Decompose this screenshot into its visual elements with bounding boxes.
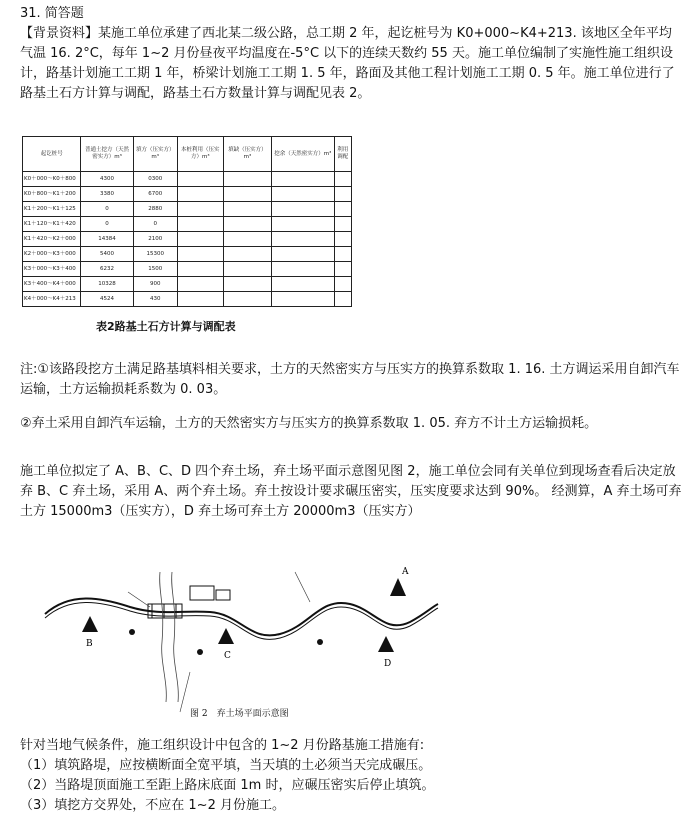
fill-cell: 0300	[133, 172, 177, 187]
site-label-b: B	[86, 639, 93, 649]
fill-cell: 2100	[133, 232, 177, 247]
table-header: 起讫桩号	[23, 137, 81, 172]
table-row	[23, 277, 352, 292]
cut-cell: 10328	[81, 277, 133, 292]
cut-cell: 14384	[81, 232, 133, 247]
station-cell: K3＋400～K4＋000	[23, 277, 81, 292]
measures-block	[20, 736, 684, 816]
earthwork-table	[22, 136, 352, 307]
table-header: 填方（压实方）m³	[133, 137, 177, 172]
table-row	[23, 202, 352, 217]
section-title: 31. 简答题	[20, 6, 84, 21]
table-row	[23, 232, 352, 247]
question-intro: 针对当地气候条件，施工组织设计中包含的 1~2 月份路基施工措施有:	[20, 738, 425, 753]
fill-cell: 2880	[133, 202, 177, 217]
table-header: 利用调配	[334, 137, 351, 172]
station-cell: K0＋000～K0＋800	[23, 172, 81, 187]
table-row	[23, 187, 352, 202]
cut-cell: 4524	[81, 292, 133, 307]
figure-caption: 图 2 弃土场平面示意图	[190, 709, 289, 719]
fill-cell: 1500	[133, 262, 177, 277]
spoil-site-a	[390, 567, 409, 596]
background-paragraph: 【背景资料】某施工单位承建了西北某二级公路，总工期 2 年，起讫桩号为 K0+000~K4+213. 该地区全年平均气温 16. 2°C，每年 1~2 月份昼夜平均温度在-5°C 以下的连续天数约 55 天。施工单位编制了实施性施工组织设计，路基计划施工工期 1 年，桥梁计划施工工期 1. 5 年，路面及其他工程计划施工工期 0. 5 年。施工单位进行了路基土石方计算与调配，路基土石方数量计算与调配见表 2。	[20, 26, 675, 101]
station-cell: K2＋000～K3＋000	[23, 247, 81, 262]
cut-cell: 0	[81, 217, 133, 232]
cut-cell: 0	[81, 202, 133, 217]
table-row	[23, 292, 352, 307]
fill-cell: 430	[133, 292, 177, 307]
table-header: 填缺（压实方）m³	[223, 137, 271, 172]
site-label-c: C	[224, 651, 231, 661]
table-header: 本桩利用（压实方）m³	[177, 137, 223, 172]
spoil-site-b	[82, 616, 98, 649]
measure-item: （2）当路堤顶面施工至距上路床底面 1m 时，应碾压密实后停止填筑。	[20, 778, 435, 793]
table-row	[23, 217, 352, 232]
note-1: 注:①该路段挖方土满足路基填料相关要求，土方的天然密实方与压实方的换算系数取 1. 16. 土方调运采用自卸汽车运输，土方运输损耗系数为 0. 03。	[20, 362, 680, 397]
building-icon	[190, 586, 214, 600]
station-cell: K1＋420～K2＋000	[23, 232, 81, 247]
station-cell: K1＋200～K1＋125	[23, 202, 81, 217]
fill-cell: 15300	[133, 247, 177, 262]
measure-item: （3）填挖方交界处，不应在 1~2 月份施工。	[20, 798, 285, 813]
table-row	[23, 262, 352, 277]
spoil-site-diagram	[40, 552, 440, 722]
table-header: 挖余（天然密实方）m³	[272, 137, 335, 172]
station-cell: K1＋120～K1＋420	[23, 217, 81, 232]
cut-cell: 4300	[81, 172, 133, 187]
table-header: 普通土挖方（天然密实方）m³	[81, 137, 133, 172]
table-row	[23, 247, 352, 262]
measure-item: （1）填筑路堤，应按横断面全宽平填，当天填的土必须当天完成碾压。	[20, 758, 432, 773]
cut-cell: 3380	[81, 187, 133, 202]
site-label-a: A	[402, 567, 409, 577]
spoil-site-c	[218, 628, 234, 661]
table-caption: 表2路基土石方计算与调配表	[96, 320, 236, 333]
station-cell: K3＋000～K3＋400	[23, 262, 81, 277]
fill-cell: 0	[133, 217, 177, 232]
station-cell: K0＋800～K1＋200	[23, 187, 81, 202]
spoil-site-paragraph: 施工单位拟定了 A、B、C、D 四个弃土场，弃土场平面示意图见图 2，施工单位会同有关单位到现场查看后决定放弃 B、C 弃土场，采用 A、两个弃土场。弃土按设计要求碾压密实，压实度要求达到 90%。 经测算，A 弃土场可弃土方 15000m3（压实方），D 弃土场可弃土方 20000m3（压实方）	[20, 464, 682, 519]
spoil-site-d	[378, 636, 394, 669]
fill-cell: 900	[133, 277, 177, 292]
cut-cell: 5400	[81, 247, 133, 262]
station-cell: K4＋000～K4＋213	[23, 292, 81, 307]
table-row	[23, 172, 352, 187]
note-2: ②弃土采用自卸汽车运输，土方的天然密实方与压实方的换算系数取 1. 05. 弃方不计土方运输损耗。	[20, 416, 598, 431]
fill-cell: 6700	[133, 187, 177, 202]
site-label-d: D	[384, 659, 392, 669]
cut-cell: 6232	[81, 262, 133, 277]
